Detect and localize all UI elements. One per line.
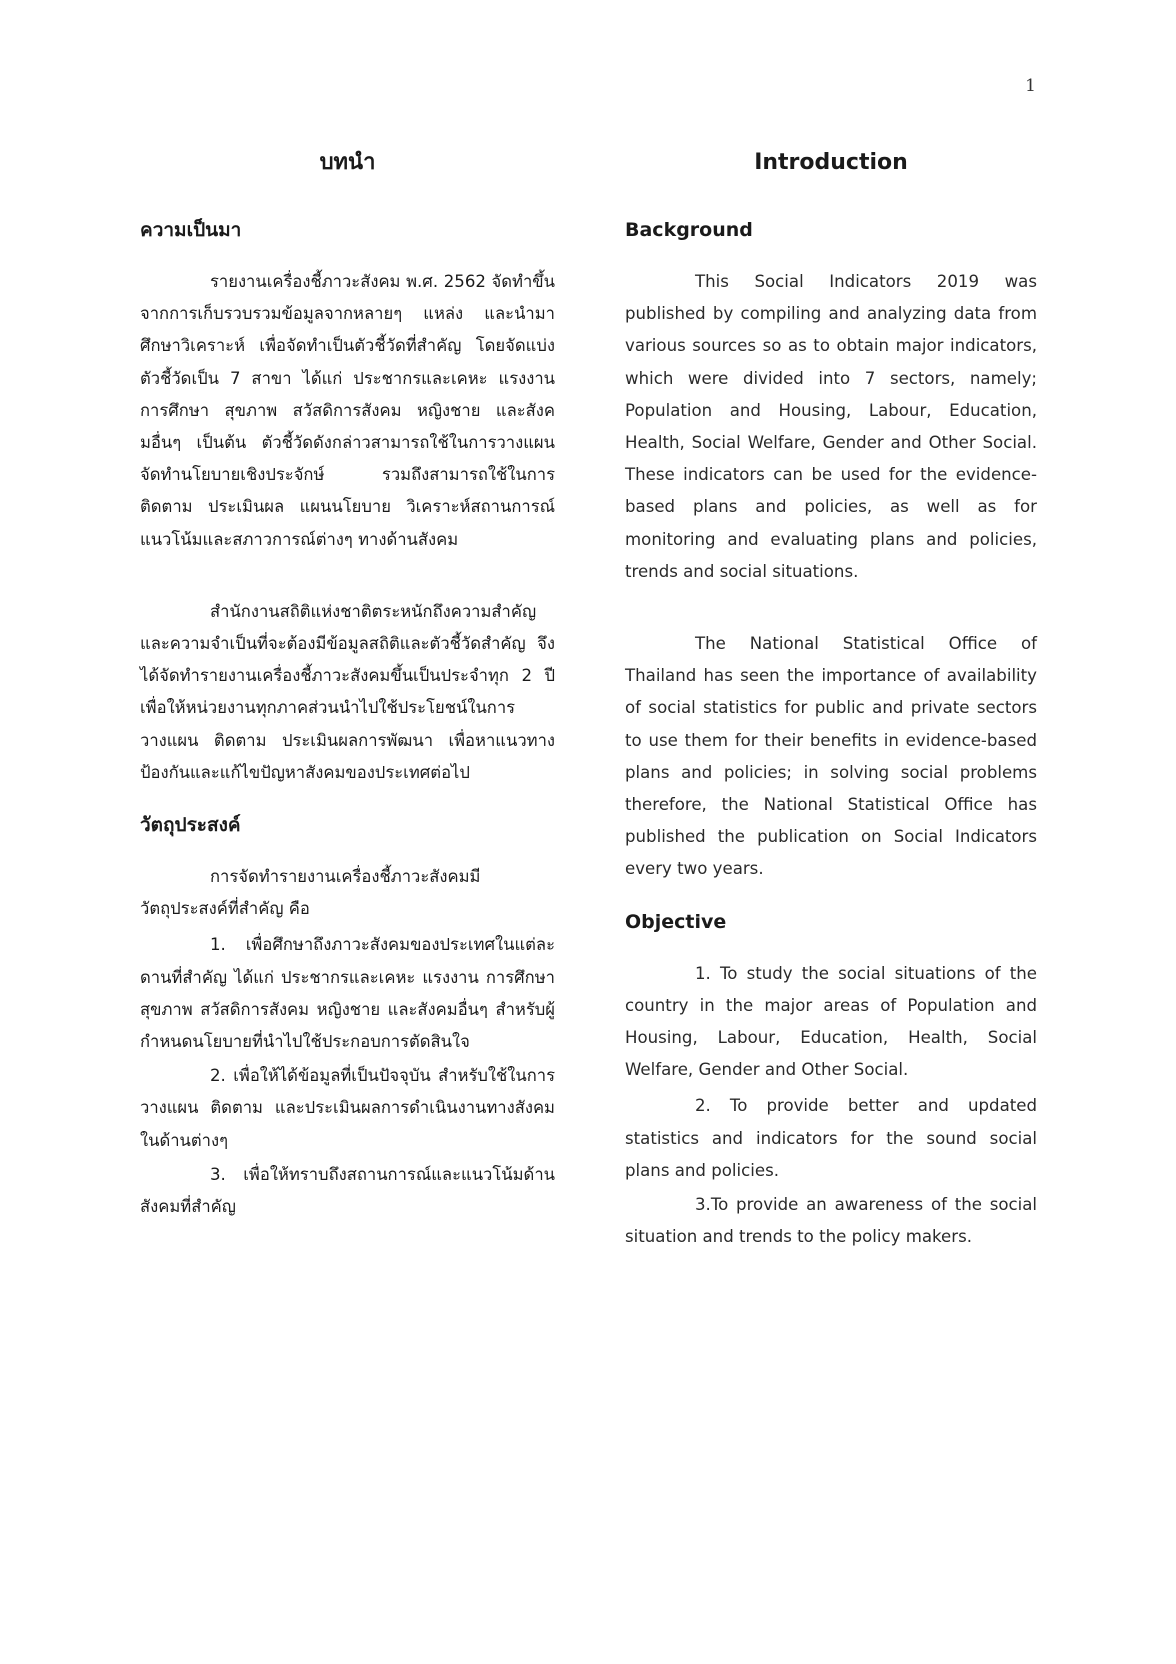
page-number: 1 xyxy=(1025,76,1036,96)
thai-background-heading: ความเป็นมา xyxy=(140,219,242,241)
thai-background-paragraph-1: รายงานเครื่องชี้ภาวะสังคม พ.ศ. 2562 จัดทำขึ้นจากการเก็บรวบรวมข้อมูลจากหลายๆ แหล่ง และนำมาศึกษาวิเคราะห์ เพื่อจัดทำเป็นตัวชี้วัดที่สำคัญ โดยจัดแบ่งตัวชี้วัดเป็น 7 สาขา ได้แก่ ประชากรและเคหะ แรงงาน การศึกษา สุขภาพ สวัสดิการสังคม หญิงชาย และสังคมอื่นๆ เป็นต้น ตัวชี้วัดดังกล่าวสามารถใช้ในการวางแผน จัดทำนโยบายเชิงประจักษ์ รวมถึงสามารถใช้ในการติดตาม ประเมินผล แผนนโยบาย วิเคราะห์สถานการณ์ แนวโน้มและสภาวการณ์ต่างๆ ทางด้านสังคม xyxy=(140,272,555,549)
thai-title: บทนำ xyxy=(319,150,376,175)
thai-column xyxy=(140,148,555,1225)
english-objective-item-3: 3.To provide an awareness of the social situation and trends to the policy makers. xyxy=(625,1195,1037,1247)
thai-background-paragraph-2: สำนักงานสถิติแห่งชาติตระหนักถึงความสำคัญและความจำเป็นที่จะต้องมีข้อมูลสถิติและตัวชี้วัดสำคัญ จึงได้จัดทำรายงานเครื่องชี้ภาวะสังคมขึ้นเป็นประจำทุก 2 ปี เพื่อให้หน่วยงานทุกภาคส่วนนำไปใช้ประโยชน์ในการวางแผน ติดตาม ประเมินผลการพัฒนา เพื่อหาแนวทางป้องกันและแก้ไขปัญหาสังคมของประเทศต่อไป xyxy=(140,601,555,782)
thai-objective-heading: วัตถุประสงค์ xyxy=(140,814,241,837)
thai-objective-intro: การจัดทำรายงานเครื่องชี้ภาวะสังคมมีวัตถุประสงค์ที่สำคัญ คือ xyxy=(140,867,481,919)
english-objective-item-1: 1. To study the social situations of the country in the major areas of Population and Housing, Labour, Education, Health, Social Welfare, Gender and Other Social. xyxy=(625,963,1037,1080)
thai-objective-item-3: 3. เพื่อให้ทราบถึงสถานการณ์และแนวโน้มด้านสังคมที่สำคัญ xyxy=(140,1164,555,1217)
english-objective-heading: Objective xyxy=(625,910,727,933)
english-background-paragraph-2: The National Statistical Office of Thailand has seen the importance of availability of social statistics for public and private sectors to use them for their benefits in evidence-based plans and policies; in solving social problems therefore, the National Statistical Office has published the publication on Social Indicators every two years. xyxy=(625,634,1037,879)
english-objective-item-2: 2. To provide better and updated statistics and indicators for the sound social plans and policies. xyxy=(625,1096,1037,1180)
paragraph-spacer xyxy=(625,610,1037,628)
english-background-paragraph-1: This Social Indicators 2019 was published by compiling and analyzing data from various sources so as to obtain major indicators, which were divided into 7 sectors, namely; Population and Housing, Labour, Education, Health, Social Welfare, Gender and Other Social. These indicators can be used for the evidence-based plans and policies, as well as for monitoring and evaluating plans and policies, trends and social situations. xyxy=(625,272,1037,581)
english-title: Introduction xyxy=(754,150,908,175)
english-background-heading: Background xyxy=(625,219,753,241)
thai-objective-item-1: 1. เพื่อศึกษาถึงภาวะสังคมของประเทศในแต่ละดานที่สำคัญ ได้แก่ ประชากรและเคหะ แรงงาน การศึกษา สุขภาพ สวัสดิการสังคม หญิงชาย และสังคมอื่นๆ สำหรับผู้กำหนดนโยบายที่นำไปใช้ประกอบการตัดสินใจ xyxy=(140,935,555,1052)
thai-objective-item-2: 2. เพื่อให้ได้ข้อมูลที่เป็นปัจจุบัน สำหรับใช้ในการวางแผน ติดตาม และประเมินผลการดำเนินงานทางสังคมในด้านต่างๆ xyxy=(140,1066,555,1150)
paragraph-spacer xyxy=(140,578,555,596)
english-column xyxy=(625,148,1037,1255)
